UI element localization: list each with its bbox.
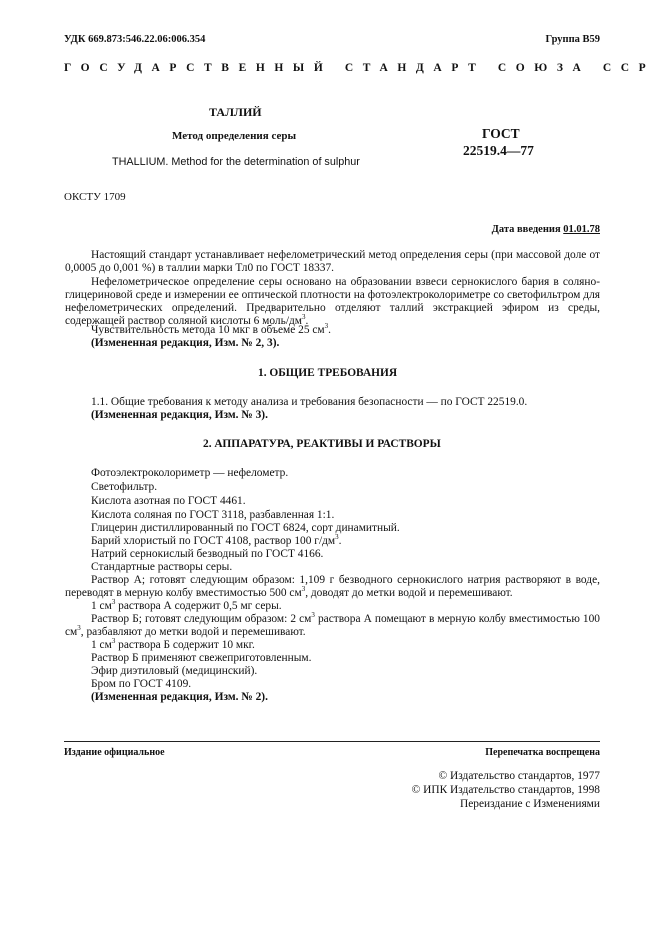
official-edition-label: Издание официальное: [64, 747, 165, 758]
reissue-note: Переиздание с Изменениями: [460, 798, 600, 810]
reagent-item: Кислота азотная по ГОСТ 4461.: [91, 495, 246, 507]
equipment-item: Фотоэлектроколориметр — нефелометр.: [91, 467, 289, 479]
document-title: ТАЛЛИЙ: [209, 105, 262, 119]
reagent-item: Эфир диэтиловый (медицинский).: [91, 665, 258, 677]
group-code: Группа В59: [545, 34, 600, 45]
solution-a-paragraph: Раствор А; готовят следующим образом: 1,109 г безводного сернокислого натрия растворяют в воде, переводят в мерную колбу вместимостью 500 $см^3$, доводят до метки водой и перемешивают.: [65, 574, 600, 599]
equipment-item: Светофильтр.: [91, 481, 158, 493]
reagent-item: Бром по ГОСТ 4109.: [91, 678, 192, 690]
reagent-item: Глицерин дистиллированный по ГОСТ 6824, сорт динамитный.: [91, 522, 400, 534]
section-2-amendment: (Измененная редакция, Изм. № 2).: [91, 691, 268, 703]
intro-paragraph-1: Настоящий стандарт устанавливает нефелометрический метод определения серы (при массовой доле от 0,0005 до 0,001 %) в таллии марки Тл0 по ГОСТ 18337.: [65, 249, 600, 274]
document-subtitle: Метод определения серы: [172, 130, 297, 142]
effective-date-label: Дата введения: [491, 224, 561, 235]
okstu-code: ОКСТУ 1709: [64, 191, 126, 203]
sensitivity-line: Чувствительность метода 10 мкг в объеме 25 $см^3$.: [91, 322, 331, 336]
footer-divider: [64, 741, 600, 742]
effective-date: [492, 224, 600, 235]
copyright-line: © ИПК Издательство стандартов, 1998: [411, 784, 600, 796]
reagent-item: Стандартные растворы серы.: [91, 561, 233, 573]
section-2-heading: 2. АППАРАТУРА, РЕАКТИВЫ И РАСТВОРЫ: [203, 438, 441, 450]
solution-b-paragraph: Раствор Б; готовят следующим образом: 2 $см^3$ раствора А помещают в мерную колбу вместимостью 100 $см^3$, разбавляют до метки водой и перемешивают.: [65, 611, 601, 638]
standard-banner: ГОСУДАРСТВЕННЫЙ СТАНДАРТ СОЮЗА ССР: [64, 62, 656, 74]
section-1-text: 1.1. Общие требования к методу анализа и требования безопасности — по ГОСТ 22519.0.: [91, 396, 528, 408]
gost-label: ГОСТ: [482, 126, 520, 141]
effective-date-value: 01.01.78: [563, 224, 600, 235]
udk-code: УДК 669.873:546.22.06:006.354: [64, 34, 206, 45]
intro-amendment: (Измененная редакция, Изм. № 2, 3).: [91, 337, 280, 349]
reagent-item: Барий хлористый по ГОСТ 4108, раствор 100 $г/дм^3$.: [91, 533, 342, 547]
reagent-item: Натрий сернокислый безводный по ГОСТ 4166.: [91, 548, 324, 560]
section-1-amendment: (Измененная редакция, Изм. № 3).: [91, 409, 268, 421]
copyright-line: © Издательство стандартов, 1977: [438, 770, 600, 782]
english-title: THALLIUM. Method for the determination of sulphur: [112, 156, 360, 168]
section-1-heading: 1. ОБЩИЕ ТРЕБОВАНИЯ: [258, 367, 398, 379]
solution-a-content: 1 $см^3$ раствора А содержит 0,5 мг серы.: [91, 598, 282, 612]
reagent-item: Кислота соляная по ГОСТ 3118, разбавленная 1:1.: [91, 509, 335, 521]
intro-paragraph-2: Нефелометрическое определение серы основано на образовании взвеси сернокислого бария в солянo-глицериновой среде и измерении ее оптической плотности на фотоэлектроколориметре со светофильтром для нефелометрических определений. Предварительно отделяют таллий экстракцией эфиром из среды, содержащей раствор соляной кислоты 6 моль/$дм^3$.: [65, 276, 600, 327]
reagent-item: Раствор Б применяют свежеприготовленным.: [91, 652, 312, 664]
gost-number: 22519.4—77: [463, 143, 534, 158]
reprint-prohibited-label: Перепечатка воспрещена: [485, 747, 600, 758]
solution-b-content: 1 $см^3$ раствора Б содержит 10 мкг.: [91, 637, 255, 651]
